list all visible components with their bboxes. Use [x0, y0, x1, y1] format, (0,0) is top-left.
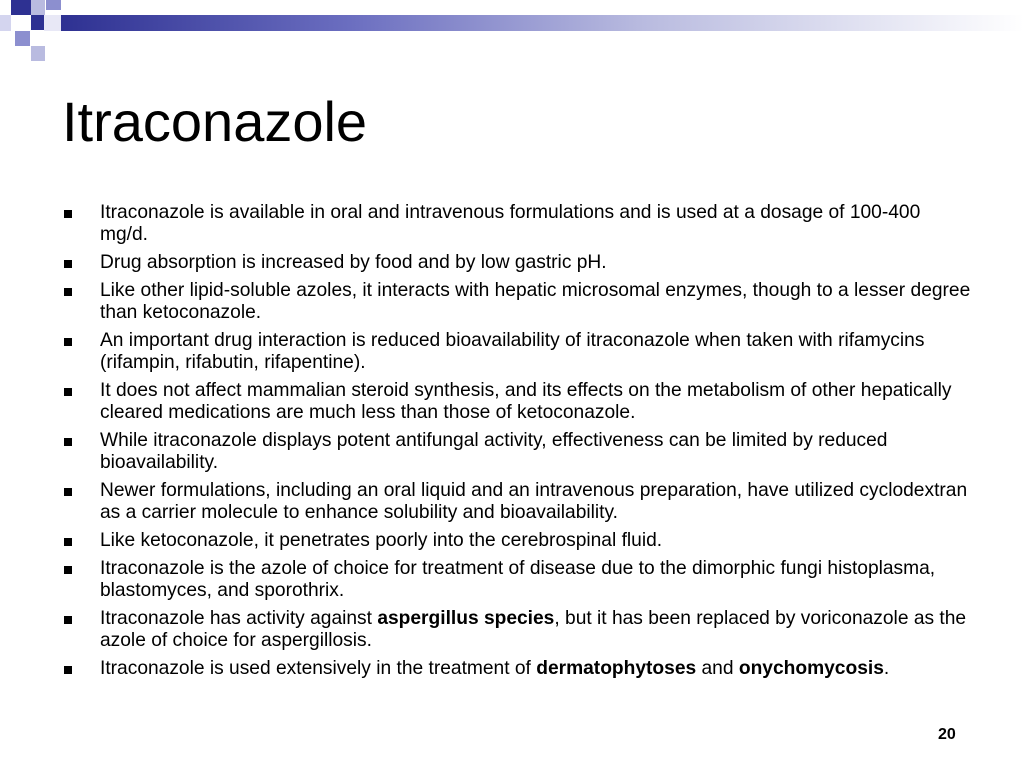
square-bullet-icon: [64, 538, 72, 546]
bullet-item: [62, 658, 972, 680]
square-bullet-icon: [64, 288, 72, 296]
bullet-item: [62, 430, 972, 474]
bullet-item: [62, 480, 972, 524]
square-bullet-icon: [64, 210, 72, 218]
bullet-text-post: .: [883, 658, 890, 679]
bullet-text-pre: Itraconazole has activity against: [100, 608, 378, 629]
bullet-item: [62, 558, 972, 602]
bullet-text: It does not affect mammalian steroid synthesis, and its effects on the metabolism of other hepatically cleared medications are much less than those of ketoconazole.: [100, 380, 952, 423]
bullet-text-bold: onychomycosis: [738, 658, 884, 679]
square-bullet-icon: [64, 566, 72, 574]
bullet-text-bold: aspergillus species: [377, 608, 555, 629]
decor-square: [31, 0, 45, 15]
bullet-list: [62, 202, 972, 686]
square-bullet-icon: [64, 338, 72, 346]
page-number: 20: [938, 726, 956, 743]
decor-square: [15, 31, 30, 46]
decor-square: [0, 15, 11, 31]
decor-square: [31, 46, 45, 61]
slide-title: Itraconazole: [62, 90, 368, 153]
square-bullet-icon: [64, 666, 72, 674]
bullet-item: [62, 252, 972, 274]
header-gradient-bar: [61, 15, 1024, 31]
bullet-item: [62, 608, 972, 652]
bullet-text: Drug absorption is increased by food and by low gastric pH.: [100, 252, 607, 273]
bullet-text: Newer formulations, including an oral liquid and an intravenous preparation, have utilized cyclodextran as a carrier molecule to enhance solubility and bioavailability.: [100, 480, 968, 523]
bullet-item: [62, 280, 972, 324]
bullet-text: Like ketoconazole, it penetrates poorly into the cerebrospinal fluid.: [100, 530, 663, 551]
square-bullet-icon: [64, 438, 72, 446]
bullet-text-bold: dermatophytoses: [536, 658, 697, 679]
bullet-text-pre: Itraconazole is used extensively in the treatment of: [100, 658, 537, 679]
bullet-text-mid: and: [696, 658, 739, 679]
decor-square: [46, 0, 61, 10]
bullet-item: [62, 380, 972, 424]
bullet-item: [62, 202, 972, 246]
bullet-item: [62, 530, 972, 552]
decor-square: [31, 15, 44, 30]
square-bullet-icon: [64, 488, 72, 496]
bullet-text: Like other lipid-soluble azoles, it interacts with hepatic microsomal enzymes, though to a lesser degree than ketoconazole.: [100, 280, 971, 323]
bullet-text: Itraconazole is the azole of choice for treatment of disease due to the dimorphic fungi histoplasma, blastomyces, and sporothrix.: [100, 558, 936, 601]
decor-square: [44, 15, 61, 31]
bullet-text: While itraconazole displays potent antifungal activity, effectiveness can be limited by reduced bioavailability.: [100, 430, 888, 473]
bullet-text-post: , but it has been replaced by voriconazole as the azole of choice for aspergillosis.: [100, 608, 967, 651]
bullet-text: Itraconazole is available in oral and intravenous formulations and is used at a dosage of 100-400 mg/d.: [100, 202, 921, 245]
bullet-text: An important drug interaction is reduced bioavailability of itraconazole when taken with rifamycins (rifampin, rifabutin, rifapentine).: [100, 330, 925, 373]
bullet-item: [62, 330, 972, 374]
decor-square: [11, 0, 31, 15]
square-bullet-icon: [64, 260, 72, 268]
square-bullet-icon: [64, 388, 72, 396]
square-bullet-icon: [64, 616, 72, 624]
